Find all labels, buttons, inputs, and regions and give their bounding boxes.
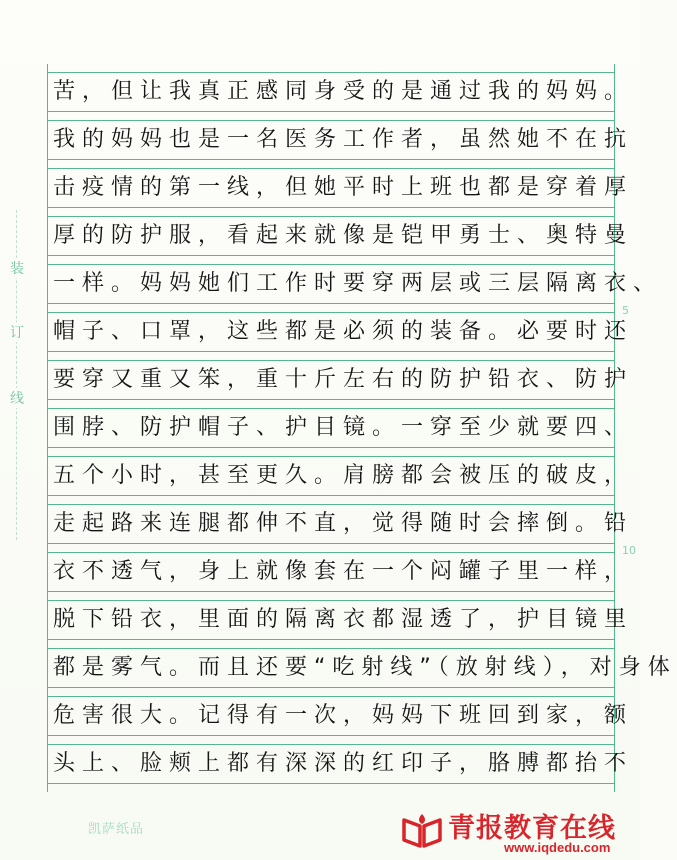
paper-brand-label: 凯萨纸品 bbox=[88, 822, 145, 837]
text-line-content: 帽子、口罩，这些都是必须的装备。必要时还 bbox=[53, 319, 634, 344]
text-line-content: 厚的防护服，看起来就像是铠甲勇士、奥特曼 bbox=[53, 223, 634, 248]
line-number-10: 10 bbox=[622, 544, 636, 557]
watermark-name: 青报教育在线 bbox=[448, 813, 616, 844]
watermark-logo bbox=[400, 806, 636, 856]
text-line bbox=[47, 168, 634, 208]
text-line bbox=[47, 312, 634, 352]
text-line bbox=[47, 120, 634, 160]
text-line-content: 五个小时，甚至更久。肩膀都会被压的破皮， bbox=[53, 463, 634, 488]
text-line-content: 危害很大。记得有一次，妈妈下班回到家，额 bbox=[53, 703, 634, 728]
text-line bbox=[47, 264, 663, 304]
text-line bbox=[47, 744, 634, 784]
text-line-content: 我的妈妈也是一名医务工作者，虽然她不在抗 bbox=[53, 127, 634, 152]
binding-char-zhuang: 装 bbox=[8, 258, 26, 278]
text-line bbox=[47, 456, 634, 496]
text-line bbox=[47, 504, 634, 544]
text-line-content: 一样。妈妈她们工作时要穿两层或三层隔离衣、 bbox=[53, 271, 663, 296]
text-line-content: 头上、脸颊上都有深深的红印子，胳膊都抬不 bbox=[53, 751, 634, 776]
text-line bbox=[47, 552, 634, 592]
text-line-content: 脱下铅衣，里面的隔离衣都湿透了，护目镜里 bbox=[53, 607, 634, 632]
watermark-url: www.iqdedu.com bbox=[504, 840, 611, 855]
text-line bbox=[47, 648, 677, 688]
text-line bbox=[47, 696, 634, 736]
text-line bbox=[47, 408, 634, 448]
text-line-content: 击疫情的第一线，但她平时上班也都是穿着厚 bbox=[53, 175, 634, 200]
text-line-content: 要穿又重又笨，重十斤左右的防护铅衣、防护 bbox=[53, 367, 634, 392]
text-line bbox=[47, 600, 634, 640]
text-line bbox=[47, 72, 634, 112]
binding-char-xian: 线 bbox=[8, 388, 26, 408]
text-line-content: 围脖、防护帽子、护目镜。一穿至少就要四、 bbox=[53, 415, 634, 440]
binding-char-ding: 订 bbox=[8, 322, 26, 342]
text-line-content: 苦，但让我真正感同身受的是通过我的妈妈。 bbox=[53, 79, 634, 104]
book-icon bbox=[400, 810, 444, 850]
text-line bbox=[47, 360, 634, 400]
binding-margin bbox=[0, 0, 40, 800]
line-number-5: 5 bbox=[622, 304, 629, 317]
text-line-content: 衣不透气，身上就像套在一个闷罐子里一样， bbox=[53, 559, 634, 584]
text-line-content: 都是雾气。而且还要“吃射线”（放射线），对身体 bbox=[53, 655, 677, 680]
text-line bbox=[47, 216, 634, 256]
text-line-content: 走起路来连腿都伸不直，觉得随时会摔倒。铅 bbox=[53, 511, 634, 536]
